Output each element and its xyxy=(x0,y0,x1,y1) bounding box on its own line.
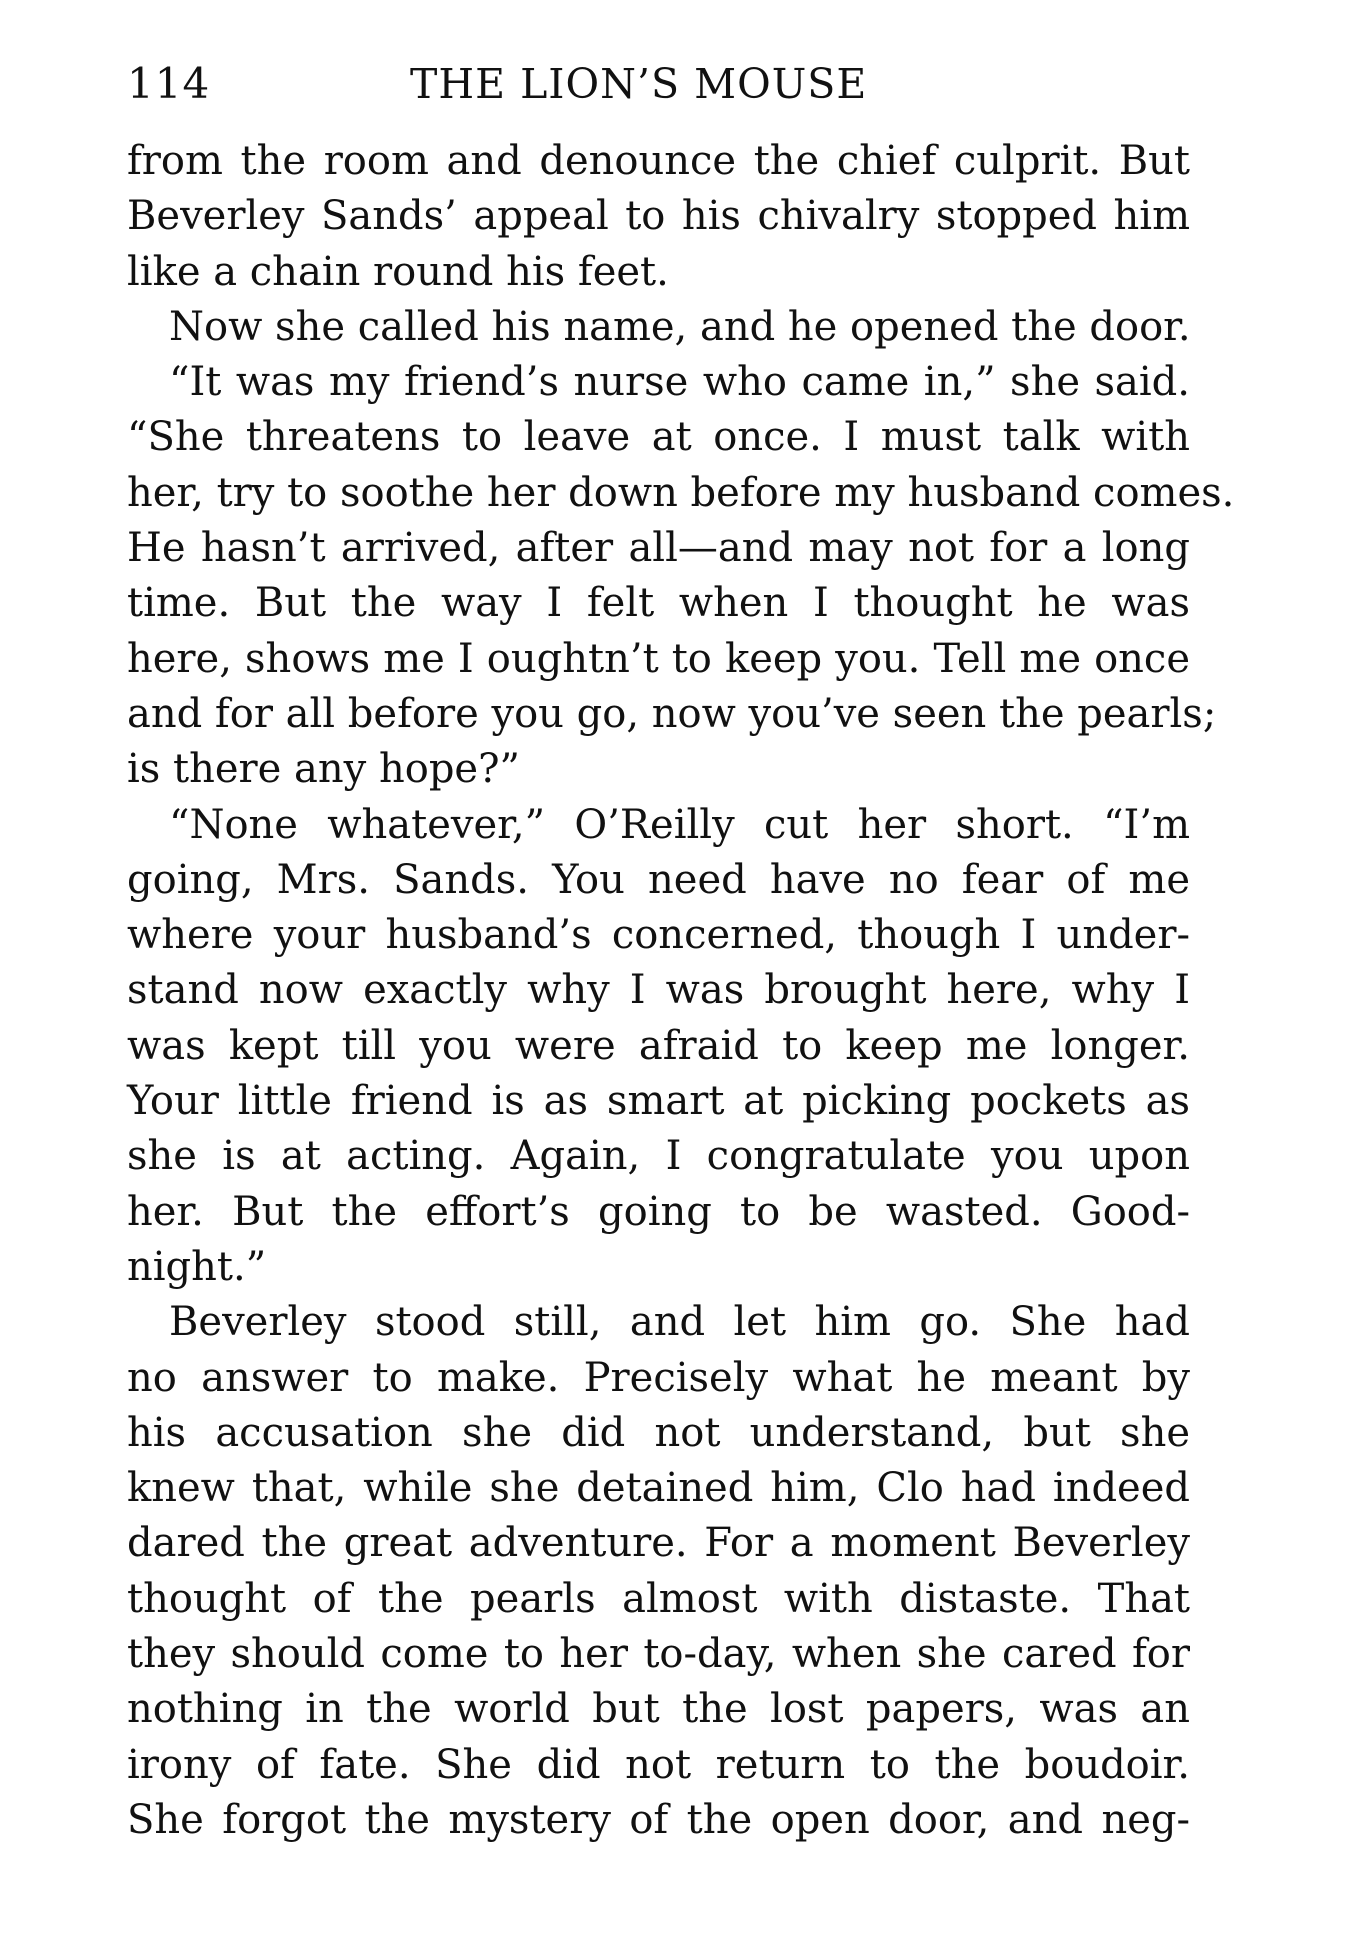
text-line: she is at acting. Again, I congratulate you upon xyxy=(127,1133,1190,1180)
text-line: his accusation she did not understand, but she xyxy=(127,1409,1190,1456)
text-line: night.” xyxy=(127,1243,267,1290)
text-line: He hasn’t arrived, after all—and may not for a long xyxy=(127,525,1190,572)
text-line: like a chain round his feet. xyxy=(127,248,669,295)
text-line: “It was my friend’s nurse who came in,” she said. xyxy=(169,359,1190,406)
body-text xyxy=(127,134,1235,1848)
text-line: they should come to her to-day, when she cared for xyxy=(127,1631,1190,1678)
text-line: her. But the effort’s going to be wasted. Good- xyxy=(127,1188,1190,1235)
text-line: Your little friend is as smart at picking pockets as xyxy=(127,1078,1190,1125)
text-line: nothing in the world but the lost papers, was an xyxy=(127,1686,1190,1733)
text-line: no answer to make. Precisely what he meant by xyxy=(127,1354,1190,1401)
text-line: stand now exactly why I was brought here, why I xyxy=(127,967,1190,1014)
text-line: and for all before you go, now you’ve seen the pearls; xyxy=(127,690,1217,737)
text-line: where your husband’s concerned, though I under- xyxy=(127,912,1190,959)
text-line: here, shows me I oughtn’t to keep you. Tell me once xyxy=(127,635,1190,682)
text-line: from the room and denounce the chief culprit. But xyxy=(127,138,1190,184)
text-line: Beverley stood still, and let him go. She had xyxy=(169,1299,1190,1346)
text-line: going, Mrs. Sands. You need have no fear of me xyxy=(127,856,1190,903)
text-line: She forgot the mystery of the open door, and neg- xyxy=(127,1796,1190,1843)
text-line: time. But the way I felt when I thought he was xyxy=(127,580,1190,627)
page-header xyxy=(127,54,1187,114)
text-line: “None whatever,” O’Reilly cut her short. “I’m xyxy=(169,801,1190,848)
running-title: THE LION’S MOUSE xyxy=(410,60,868,108)
text-line: irony of fate. She did not return to the boudoir. xyxy=(127,1741,1190,1788)
text-line: is there any hope?” xyxy=(127,746,520,793)
text-line: Beverley Sands’ appeal to his chivalry stopped him xyxy=(127,193,1190,240)
text-line: was kept till you were afraid to keep me longer. xyxy=(127,1022,1190,1069)
text-line: knew that, while she detained him, Clo had indeed xyxy=(127,1465,1190,1512)
text-line: thought of the pearls almost with distaste. That xyxy=(127,1575,1190,1622)
page-number: 114 xyxy=(127,59,211,108)
text-line: Now she called his name, and he opened the door. xyxy=(169,303,1191,350)
text-line: dared the great adventure. For a moment Beverley xyxy=(127,1520,1190,1567)
text-line: her, try to soothe her down before my husband comes. xyxy=(127,469,1235,516)
text-line: “She threatens to leave at once. I must talk with xyxy=(127,414,1190,461)
